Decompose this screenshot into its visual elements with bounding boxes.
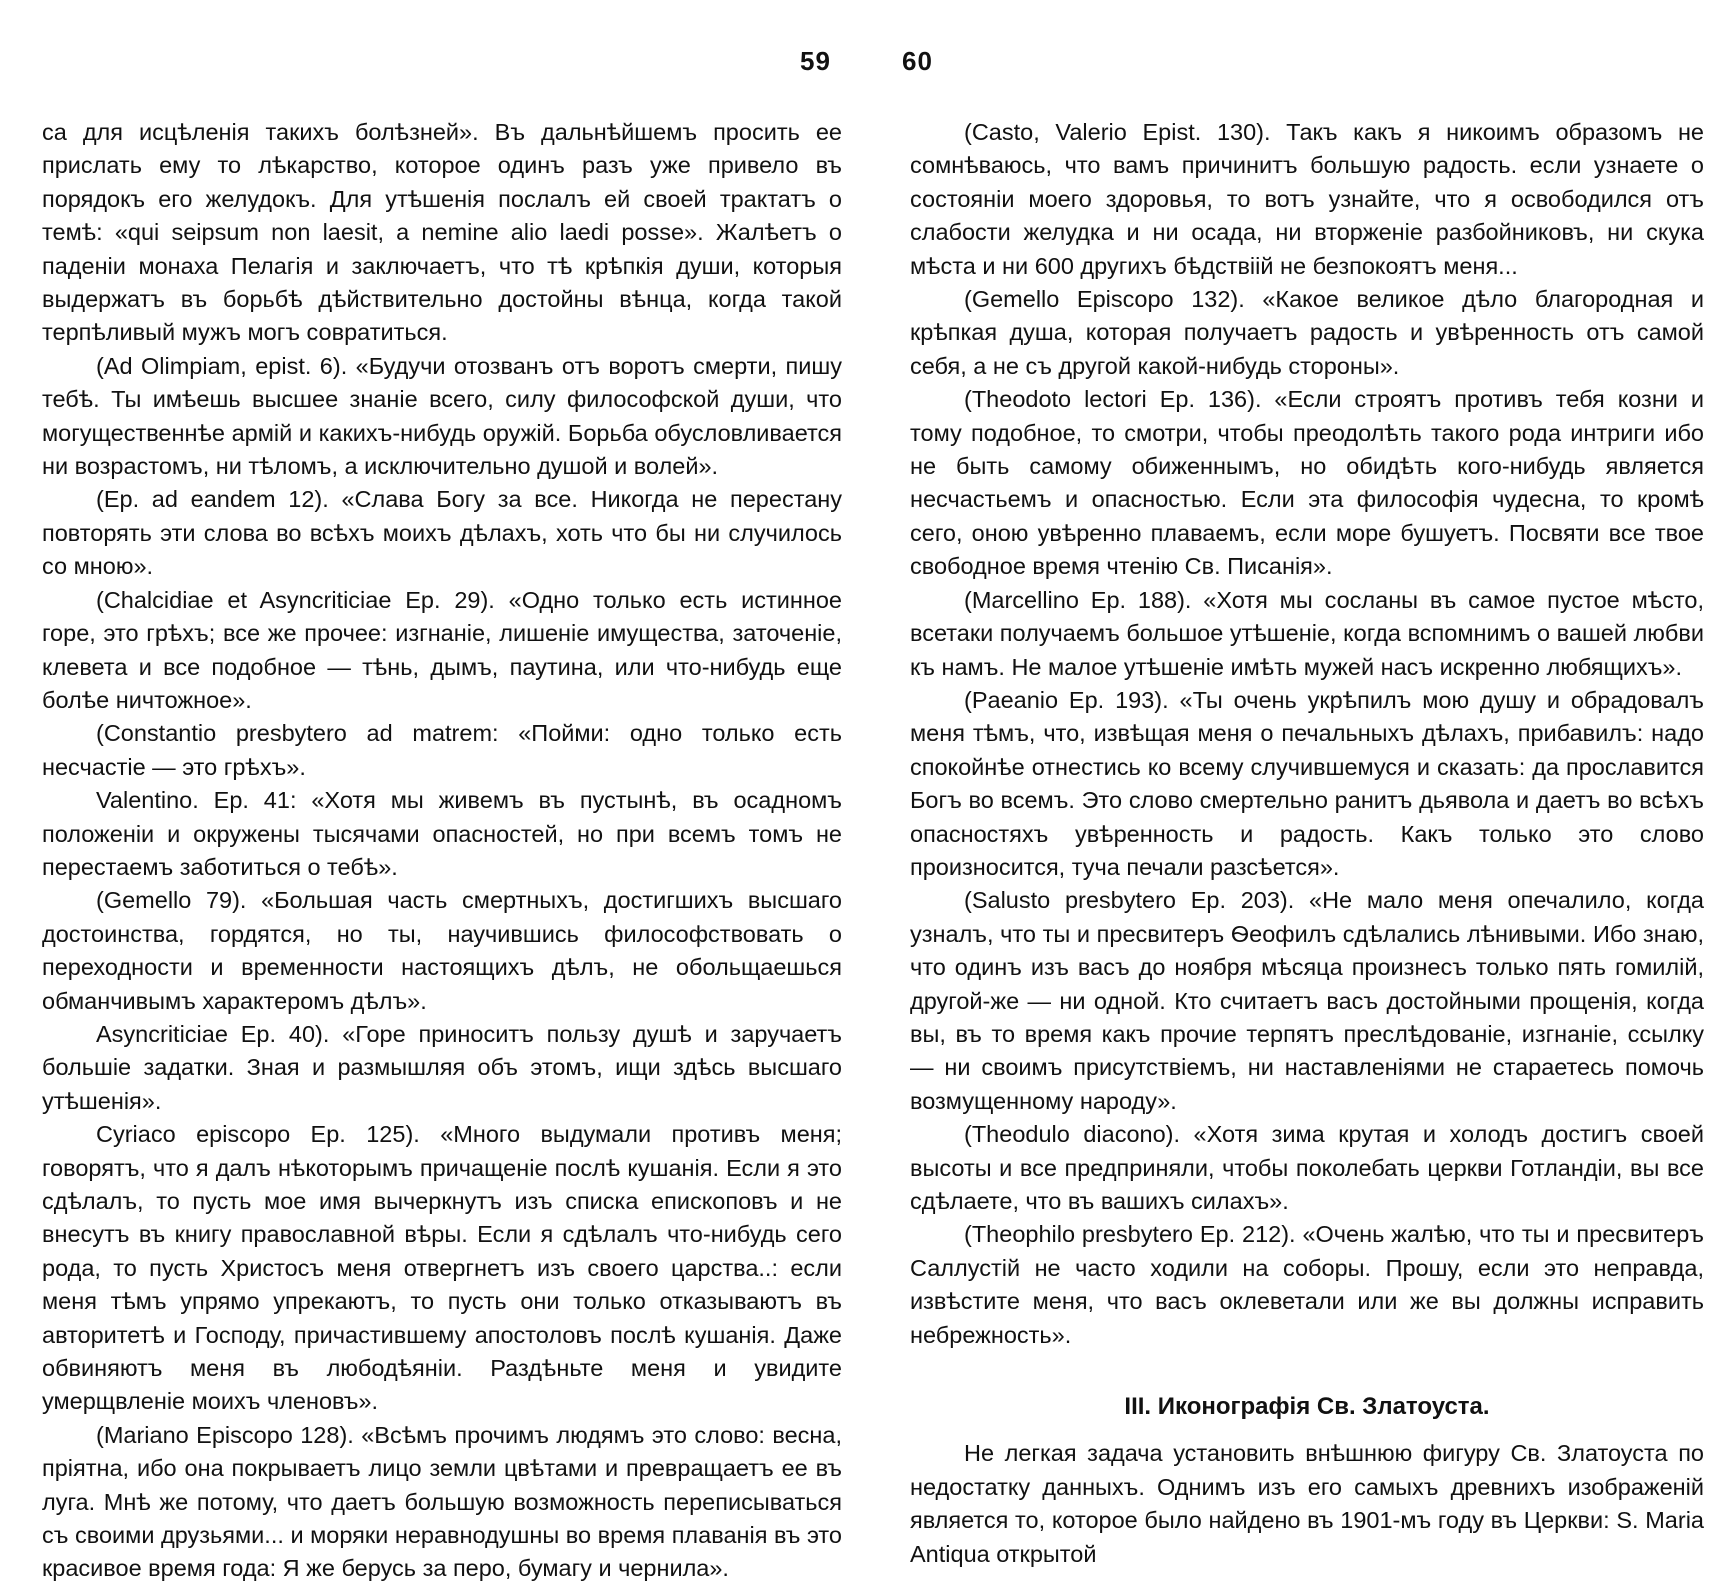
paragraph: (Constantio presbytero ad matrem: «Пойми: одно только есть несчастіе — это грѣхъ». <box>42 720 842 780</box>
paragraph: са для исцѣленія такихъ болѣзней». Въ дальнѣйшемъ просить ее прислать ему то лѣкарство, которое одинъ разъ уже привело въ порядокъ его желудокъ. Для утѣшенія послалъ ей своей трактатъ о темѣ: «qui seipsum non laesit, a nemine alio laedi posse». Жалѣетъ о паденіи монаха Пелагія и заключаетъ, что тѣ крѣпкія души, которыя выдержатъ въ борьбѣ дѣйствительно достойны вѣнца, когда такой терпѣливый мужъ могъ совратиться. <box>42 119 842 346</box>
paragraph: (Paeanio Ep. 193). «Ты очень укрѣпилъ мою душу и обрадовалъ меня тѣмъ, что, извѣщая меня о печальныхъ дѣлахъ, прибавилъ: надо спокойнѣе отнестись ко всему случившемуся и сказать: да прославится Богъ во всемъ. Это слово смертельно ранитъ дьявола и даетъ во всѣхъ опасностяхъ увѣренность и радость. Какъ только это слово произносится, туча печали разсѣется». <box>910 686 1704 880</box>
paragraph: (Mariano Episcopo 128). «Всѣмъ прочимъ людямъ это слово: весна, пріятна, ибо она покрываетъ лицо земли цвѣтами и превращаетъ ее въ луга. Мнѣ же потому, что даетъ большую возможность переписываться съ своими друзьями... и моряки неравнодушны во время плаванія въ это красивое время года: Я же берусь за перо, бумагу и чернила». <box>42 1421 842 1582</box>
page-number-left: 59 <box>800 46 831 76</box>
paragraph: (Gemello 79). «Большая часть смертныхъ, достигшихъ высшаго достоинства, гордятся, но ты, научившись философствовать о переходности и временности настоящихъ дѣлъ, не обольщаешься обманчивымъ характеромъ дѣлъ». <box>42 887 842 1014</box>
section-heading: III. Иконографія Св. Златоуста. <box>1124 1393 1490 1421</box>
paragraph: (Ad Olimpiam, epist. 6). «Будучи отозванъ отъ воротъ смерти, пишу тебѣ. Ты имѣешь высшее знаніе всего, силу философской души, что могущественнѣе армій и какихъ-нибудь оружій. Борьба обусловливается ни возрастомъ, ни тѣломъ, а исключительно душой и волей». <box>42 352 842 480</box>
paragraph: (Marcellino Ep. 188). «Хотя мы сосланы въ самое пустое мѣсто, всетаки получаемъ большое утѣшеніе, когда вспомнимъ о вашей любви къ намъ. Не малое утѣшеніе имѣть мужей насъ искренно любящихъ». <box>910 586 1704 680</box>
paragraph: Valentino. Ep. 41: «Хотя мы живемъ въ пустынѣ, въ осадномъ положеніи и окружены тысячами опасностей, но при всемъ томъ не перестаемъ заботиться о тебѣ». <box>42 787 842 880</box>
paragraph: (Salusto presbytero Ep. 203). «Не мало меня опечалило, когда узналъ, что ты и пресвитеръ Ѳеофилъ сдѣлались лѣнивыми. Ибо знаю, что одинъ изъ васъ до ноября мѣсяца произнесъ только пять гомилій, другой-же — ни одной. Кто считаетъ васъ достойными прощенія, когда вы, въ то время какъ прочие терпятъ преслѣдованіе, изгнаніе, ссылку — ни своимъ присутствіемъ, ни наставленіями не стараетесь помочь возмущенному народу». <box>910 887 1704 1114</box>
paragraph: (Theodulo diacono). «Хотя зима крутая и холодъ достигъ своей высоты и все предприняли, чтобы поколебать церкви Готландіи, вы все сдѣлаете, что въ вашихъ силахъ». <box>910 1121 1704 1214</box>
paragraph: Не легкая задача установить внѣшнюю фигуру Св. Златоуста по недостатку данныхъ. Однимъ изъ его самыхъ древнихъ изображеній является то, которое было найдено въ 1901-мъ году въ Церкви: S. Maria Antiqua открытой <box>910 1440 1704 1567</box>
paragraph: (Casto, Valerio Epist. 130). Такъ какъ я никоимъ образомъ не сомнѣваюсь, что вамъ причинитъ большую радость. если узнаете о состояніи моего здоровья, то вотъ узнайте, что я освободился отъ слабости желудка и ни осада, ни вторженіе разбойниковъ, ни скука мѣста и ни 600 другихъ бѣдствіій не безпокоятъ меня... <box>910 119 1704 279</box>
paragraph: Cyriaco episcopo Ep. 125). «Много выдумали противъ меня; говорятъ, что я далъ нѣкоторымъ причащеніе послѣ кушанія. Если я это сдѣлалъ, то пусть мое имя вычеркнутъ изъ списка епископовъ и не внесутъ въ книгу православной вѣры. Если я сдѣлалъ что-нибудь сего рода, то пусть Христосъ меня отвергнетъ изъ своего царства..: если меня тѣмъ упрямо упрекаютъ, то пусть они только отказываютъ въ авторитетѣ и Господу, причастившему апостоловъ послѣ кушанія. Даже обвиняютъ меня въ любодѣяніи. Раздѣньте меня и увидите умерщвленіе моихъ членовъ». <box>42 1121 842 1415</box>
paragraph: (Gemello Episcopo 132). «Какое великое дѣло благородная и крѣпкая душа, которая получаетъ радость и увѣренность отъ самой себя, а не съ другой какой-нибудь стороны». <box>910 286 1704 379</box>
page-number-right: 60 <box>902 46 933 76</box>
paragraph: (Ep. ad eandem 12). «Слава Богу за все. Никогда не перестану повторять эти слова во всѣхъ моихъ дѣлахъ, хоть что бы ни случилось со мною». <box>42 486 842 580</box>
paragraph: Asyncriticiae Ep. 40). «Горе приноситъ пользу душѣ и заручаетъ большіе задатки. Зная и размышляя объ этомъ, ищи здѣсь высшаго утѣшенія». <box>42 1020 842 1114</box>
right-page <box>910 116 1704 1571</box>
paragraph: (Theophilo presbytero Ep. 212). «Очень жалѣю, что ты и пресвитеръ Саллустій не часто ходили на соборы. Прошу, если это неправда, извѣстите меня, что васъ оклеветали или же вы должны исправить небрежность». <box>910 1221 1704 1348</box>
left-page <box>42 116 842 1586</box>
paragraph: (Chalcidiae et Asyncriticiae Ep. 29). «Одно только есть истинное горе, это грѣхъ; все же прочее: изгнаніе, лишеніе имущества, заточеніе, клевета и все подобное — тѣнь, дымъ, паутина, или что-нибудь еще болѣе ничтожное». <box>42 586 842 713</box>
paragraph: (Theodoto lectori Ep. 136). «Если строятъ противъ тебя козни и тому подобное, то смотри, чтобы преодолѣть такого рода интриги ибо не быть самому обиженнымъ, но обидѣть кого-нибудь является несчастьемъ и опасностью. Если эта философія чудесна, то кромѣ сего, оною увѣренно плаваемъ, если море бушуетъ. Посвяти все твое свободное время чтенію Св. Писанія». <box>910 386 1704 580</box>
